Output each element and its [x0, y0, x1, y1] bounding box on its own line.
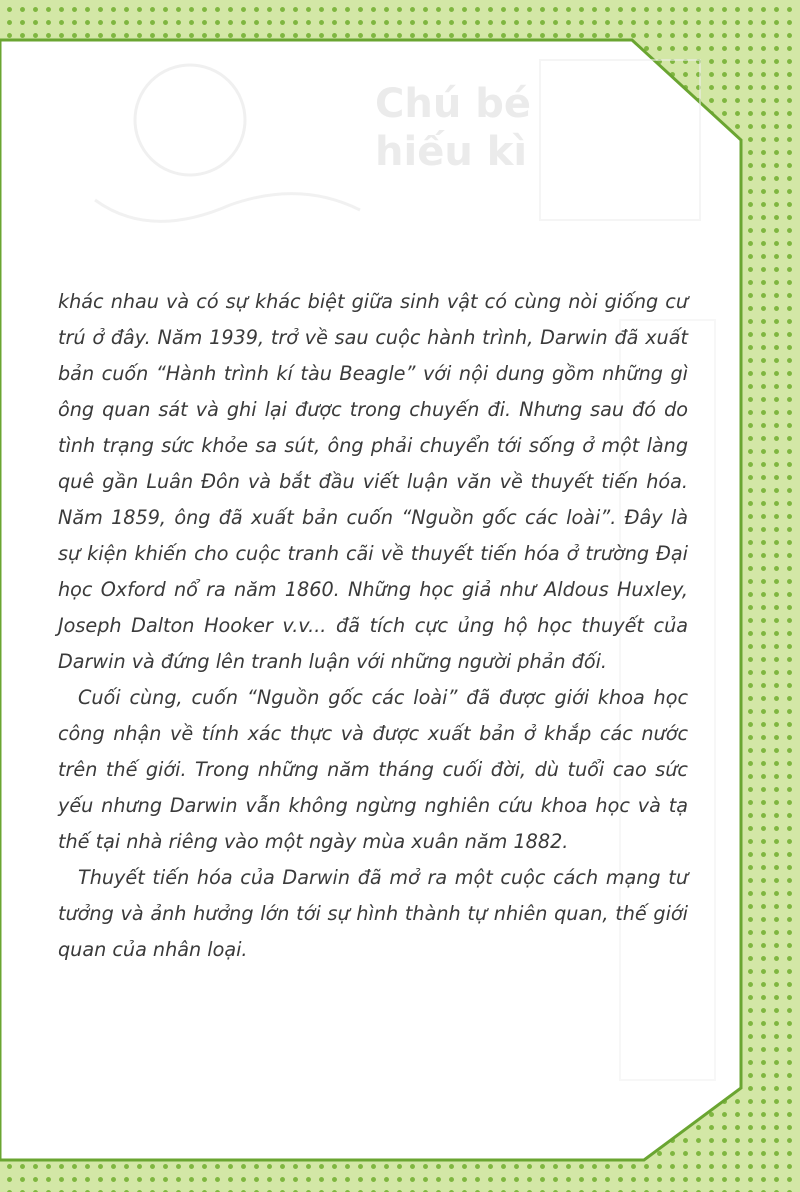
- paragraph-3: Thuyết tiến hóa của Darwin đã mở ra một cuộc cách mạng tư tưởng và ảnh hưởng lớn tới sự hình thành tự nhiên quan, thế giới quan của nhân loại.: [58, 866, 688, 961]
- show-through-title-line2: hiếu kì: [375, 129, 528, 175]
- body-text: [58, 284, 688, 968]
- show-through-title-line1: Chú bé: [375, 81, 531, 127]
- paragraph-1: khác nhau và có sự khác biệt giữa sinh vật có cùng nòi giống cư trú ở đây. Năm 1939, trở về sau cuộc hành trình, Darwin đã xuất bản cuốn “Hành trình kí tàu Beagle” với nội dung gồm những gì ông quan sát và ghi lại được trong chuyến đi. Nhưng sau đó do tình trạng sức khỏe sa sút, ông phải chuyển tới sống ở một làng quê gần Luân Đôn và bắt đầu viết luận văn về thuyết tiến hóa. Năm 1859, ông đã xuất bản cuốn “Nguồn gốc các loài”. Đây là sự kiện khiến cho cuộc tranh cãi về thuyết tiến hóa ở trường Đại học Oxford nổ ra năm 1860. Những học giả như Aldous Huxley, Joseph Dalton Hooker v.v... đã tích cực ủng hộ học thuyết của Darwin và đứng lên tranh luận với những người phản đối.: [58, 290, 688, 673]
- paragraph-2: Cuối cùng, cuốn “Nguồn gốc các loài” đã được giới khoa học công nhận về tính xác thực và được xuất bản ở khắp các nước trên thế giới. Trong những năm tháng cuối đời, dù tuổi cao sức yếu nhưng Darwin vẫn không ngừng nghiên cứu khoa học và tạ thế tại nhà riêng vào một ngày mùa xuân năm 1882.: [58, 686, 688, 853]
